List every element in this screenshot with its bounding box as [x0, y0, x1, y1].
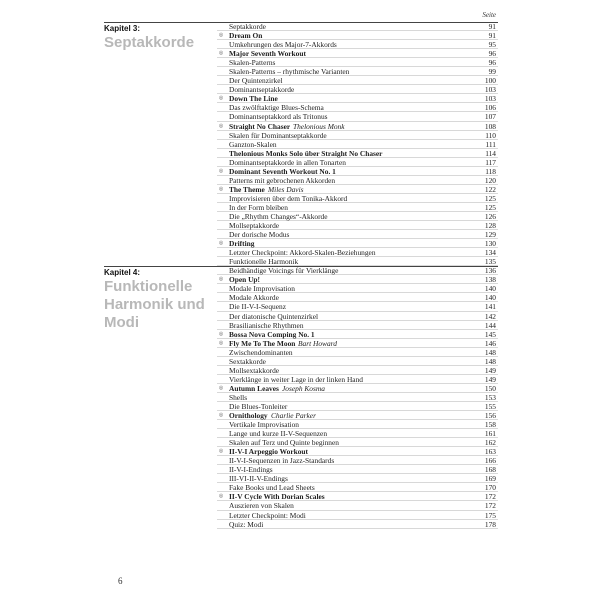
toc-entry-page: 148 [484, 347, 496, 357]
toc-entry-title: Mollsextakkorde [229, 365, 280, 375]
toc-entry-title: Die „Rhythm Changes“-Akkorde [229, 211, 328, 221]
toc-entry-title: II-V-I-Endings [229, 465, 273, 475]
toc-entry-title: II-V-I Arpeggio Workout [229, 447, 308, 457]
toc-entry-title: Zwischendominanten [229, 347, 293, 357]
toc-entry-title: Ganzton-Skalen [229, 139, 277, 149]
toc-entry-page: 140 [484, 293, 496, 303]
toc-entry-author: Miles Davis [268, 184, 304, 194]
toc-entry [217, 339, 498, 348]
toc-entry [217, 167, 498, 176]
toc-entry-page: 146 [484, 338, 496, 348]
toc-entry-page: 175 [484, 510, 496, 520]
toc-entry [217, 411, 498, 420]
toc-entry-title: II-V-I-Sequenzen in Jazz-Standards [229, 456, 335, 466]
toc-entry-title: In der Form bleiben [229, 202, 288, 212]
toc-entry-title: Septakkorde [229, 22, 266, 31]
toc-entry [217, 149, 498, 158]
toc-entry [217, 375, 498, 384]
toc-entry-title: Sextakkorde [229, 356, 266, 366]
cd-track-icon: ◎ [218, 50, 224, 57]
toc-entry [217, 140, 498, 149]
toc-entry-page: 117 [485, 157, 496, 167]
toc-entry-page: 103 [484, 85, 496, 95]
cd-track-icon: ◎ [218, 240, 224, 247]
toc-entry-page: 166 [484, 456, 496, 466]
toc-entry [217, 312, 498, 321]
toc-entry-title: Beidhändige Voicings für Vierklänge [229, 266, 339, 276]
toc-entry-title: Dream On [229, 31, 263, 41]
toc-entry [217, 492, 498, 501]
toc-entry [217, 266, 498, 275]
toc-entry [217, 131, 498, 140]
toc-entry [217, 456, 498, 465]
toc-entry-page: 125 [484, 202, 496, 212]
toc-entry-title: Open Up! [229, 275, 261, 285]
toc-entry-page: 149 [484, 365, 496, 375]
toc-entry [217, 438, 498, 447]
toc-entry-title: Lange und kurze II-V-Sequenzen [229, 429, 328, 439]
cd-track-icon: ◎ [218, 95, 224, 102]
toc-entry-title: Down The Line [229, 94, 278, 104]
toc-entry-title: Funktionelle Harmonik [229, 257, 299, 267]
toc-entry [217, 185, 498, 194]
toc-entry [217, 112, 498, 121]
toc-entry-title: Major Seventh Workout [229, 49, 306, 59]
toc-entry [217, 293, 498, 302]
toc-entry-title: Vertikale Improvisation [229, 420, 299, 430]
toc-entry [217, 94, 498, 103]
toc-entry-title: Drifting [229, 239, 255, 249]
toc-entry-title: Der dorische Modus [229, 230, 290, 240]
toc-entry-title: Ornithology [229, 411, 268, 421]
toc-entry-title: Bossa Nova Comping No. 1 [229, 329, 315, 339]
toc-entry-page: 108 [484, 121, 496, 131]
toc-entry-title: Modale Improvisation [229, 284, 295, 294]
toc-entry-title: Skalen für Dominantseptakkorde [229, 130, 327, 140]
toc-entry-page: 140 [484, 284, 496, 294]
chapter-label: Kapitel 3: [104, 24, 141, 33]
toc-entry [217, 176, 498, 185]
toc-entry-page: 91 [488, 22, 496, 31]
toc-entry-title: The Theme [229, 184, 265, 194]
toc-entry-page: 145 [484, 329, 496, 339]
toc-entry-page: 170 [484, 483, 496, 493]
toc-entry [217, 22, 498, 31]
toc-entry [217, 474, 498, 483]
toc-entry-page: 120 [484, 175, 496, 185]
toc-entry-title: Der diatonische Quintenzirkel [229, 311, 319, 321]
toc-entry [217, 348, 498, 357]
toc-entry-title: Straight No Chaser [229, 121, 291, 131]
toc-entry [217, 31, 498, 40]
chapter-4-heading [104, 268, 210, 332]
toc-entry [217, 402, 498, 411]
chapter-title-line: Harmonik und Modi [104, 296, 205, 331]
toc-entry [217, 67, 498, 76]
toc-entry [217, 158, 498, 167]
toc-entry-title: Die Blues-Tonleiter [229, 401, 288, 411]
toc-entry-page: 148 [484, 356, 496, 366]
cd-track-icon: ◎ [218, 32, 224, 39]
toc-entry-title: Mollseptakkorde [229, 221, 280, 231]
toc-entry [217, 302, 498, 311]
toc-entry [217, 393, 498, 402]
cd-track-icon: ◎ [218, 339, 224, 346]
toc-entry [217, 511, 498, 520]
toc-entry [217, 330, 498, 339]
toc-entry-title: Auszieren von Skalen [229, 501, 294, 511]
cd-track-icon: ◎ [218, 122, 224, 129]
toc-entry [217, 230, 498, 239]
toc-entry-page: 122 [484, 184, 496, 194]
toc-entry-title: Fake Books und Lead Sheets [229, 483, 315, 493]
toc-entry [217, 103, 498, 112]
toc-entry-title: Der Quintenzirkel [229, 76, 283, 86]
toc-entry [217, 122, 498, 131]
toc-entry-title: II-V Cycle With Dorian Scales [229, 492, 325, 502]
cd-track-icon: ◎ [218, 384, 224, 391]
toc-entry-page: 172 [484, 501, 496, 511]
toc-entry-page: 161 [484, 429, 496, 439]
toc-entry [217, 384, 498, 393]
toc-entry-title: Vierklänge in weiter Lage in der linken Hand [229, 374, 363, 384]
toc-entry-page: 118 [485, 166, 496, 176]
toc-entry-title: Skalen auf Terz und Quinte beginnen [229, 438, 339, 448]
toc-entry [217, 284, 498, 293]
toc-entry-page: 99 [488, 67, 496, 77]
toc-entry-title: Dominantseptakkorde in allen Tonarten [229, 157, 346, 167]
toc-entry [217, 447, 498, 456]
toc-entry-page: 150 [484, 383, 496, 393]
cd-track-icon: ◎ [218, 493, 224, 500]
toc-entry-title: Umkehrungen des Major-7-Akkords [229, 40, 337, 50]
toc-entry-page: 169 [484, 474, 496, 484]
page-column-header: Seite [482, 11, 496, 19]
toc-list [217, 22, 498, 529]
toc-entry [217, 257, 498, 266]
toc-entry-page: 172 [484, 492, 496, 502]
toc-entry-page: 141 [484, 302, 496, 312]
toc-entry [217, 239, 498, 248]
toc-entry-author: Charlie Parker [271, 411, 316, 421]
toc-entry-title: Quiz: Modi [229, 519, 264, 529]
cd-track-icon: ◎ [218, 448, 224, 455]
toc-entry-page: 106 [484, 103, 496, 113]
toc-entry-page: 126 [484, 211, 496, 221]
cd-track-icon: ◎ [218, 276, 224, 283]
chapter-title-line: Septakkorde [104, 34, 195, 51]
toc-entry-title: Fly Me To The Moon [229, 338, 296, 348]
toc-entry-page: 149 [484, 374, 496, 384]
toc-entry-title: Dominantseptakkorde [229, 85, 295, 95]
toc-entry [217, 212, 498, 221]
toc-entry [217, 420, 498, 429]
toc-entry-title: Dominantseptakkord als Tritonus [229, 112, 328, 122]
toc-entry-page: 111 [485, 139, 496, 149]
toc-entry-title: Letzter Checkpoint: Modi [229, 510, 306, 520]
toc-entry-title: Das zwölftaktige Blues-Schema [229, 103, 324, 113]
toc-entry-page: 155 [484, 401, 496, 411]
chapter-3-heading [104, 24, 210, 52]
toc-entry-page: 158 [484, 420, 496, 430]
toc-entry-title: Letzter Checkpoint: Akkord-Skalen-Beziehungen [229, 248, 376, 258]
toc-entry-page: 91 [488, 31, 496, 41]
toc-entry-title: III-VI-II-V-Endings [229, 474, 288, 484]
toc-entry-page: 100 [484, 76, 496, 86]
toc-entry-title: Die II-V-I-Sequenz [229, 302, 286, 312]
toc-entry-title: Dominant Seventh Workout No. 1 [229, 166, 336, 176]
toc-entry-page: 138 [484, 275, 496, 285]
toc-entry [217, 483, 498, 492]
toc-entry-page: 144 [484, 320, 496, 330]
toc-entry-page: 142 [484, 311, 496, 321]
toc-entry [217, 357, 498, 366]
toc-entry-page: 163 [484, 447, 496, 457]
toc-entry-page: 96 [488, 49, 496, 59]
toc-entry-page: 168 [484, 465, 496, 475]
toc-entry-page: 110 [485, 130, 496, 140]
toc-entry-page: 162 [484, 438, 496, 448]
toc-entry-author: Joseph Kosma [282, 383, 325, 393]
chapter-title-line: Funktionelle [104, 278, 193, 295]
toc-entry-page: 95 [488, 40, 496, 50]
toc-entry-page: 125 [484, 193, 496, 203]
toc-entry-page: 128 [484, 221, 496, 231]
toc-entry [217, 85, 498, 94]
page-number: 6 [118, 576, 123, 586]
cd-track-icon: ◎ [218, 412, 224, 419]
toc-entry-title: Brasilianische Rhythmen [229, 320, 304, 330]
toc-entry-title: Autumn Leaves [229, 383, 279, 393]
toc-entry-page: 178 [484, 519, 496, 529]
toc-entry-title: Shells [229, 392, 248, 402]
toc-entry [217, 221, 498, 230]
toc-entry-title: Modale Akkorde [229, 293, 279, 303]
toc-entry [217, 429, 498, 438]
toc-entry-page: 130 [484, 239, 496, 249]
toc-entry [217, 40, 498, 49]
toc-entry-page: 153 [484, 392, 496, 402]
toc-entry-page: 135 [484, 257, 496, 267]
toc-entry [217, 520, 498, 529]
toc-entry-page: 136 [484, 266, 496, 276]
toc-entry [217, 49, 498, 58]
toc-entry [217, 76, 498, 85]
toc-entry-page: 134 [484, 248, 496, 258]
toc-entry-page: 156 [484, 411, 496, 421]
toc-entry [217, 203, 498, 212]
toc-entry [217, 501, 498, 510]
toc-entry-title: Skalen-Patterns [229, 58, 276, 68]
toc-entry [217, 321, 498, 330]
toc-entry-title: Patterns mit gebrochenen Akkorden [229, 175, 336, 185]
toc-entry [217, 275, 498, 284]
toc-entry [217, 248, 498, 257]
cd-track-icon: ◎ [218, 185, 224, 192]
cd-track-icon: ◎ [218, 330, 224, 337]
toc-entry-page: 96 [488, 58, 496, 68]
toc-entry-page: 107 [484, 112, 496, 122]
toc-entry-author: Thelonious Monk [293, 121, 345, 131]
toc-entry-title: Thelonious Monks Solo über Straight No Chaser [229, 148, 383, 158]
toc-entry [217, 58, 498, 67]
toc-entry-page: 114 [485, 148, 496, 158]
toc-entry-author: Bart Howard [298, 338, 337, 348]
chapter-label: Kapitel 4: [104, 268, 141, 277]
cd-track-icon: ◎ [218, 167, 224, 174]
toc-entry [217, 194, 498, 203]
toc-entry [217, 366, 498, 375]
toc-entry-title: Improvisieren über dem Tonika-Akkord [229, 193, 348, 203]
toc-entry [217, 465, 498, 474]
toc-entry-page: 129 [484, 230, 496, 240]
toc-entry-page: 103 [484, 94, 496, 104]
toc-entry-title: Skalen-Patterns – rhythmische Varianten [229, 67, 350, 77]
